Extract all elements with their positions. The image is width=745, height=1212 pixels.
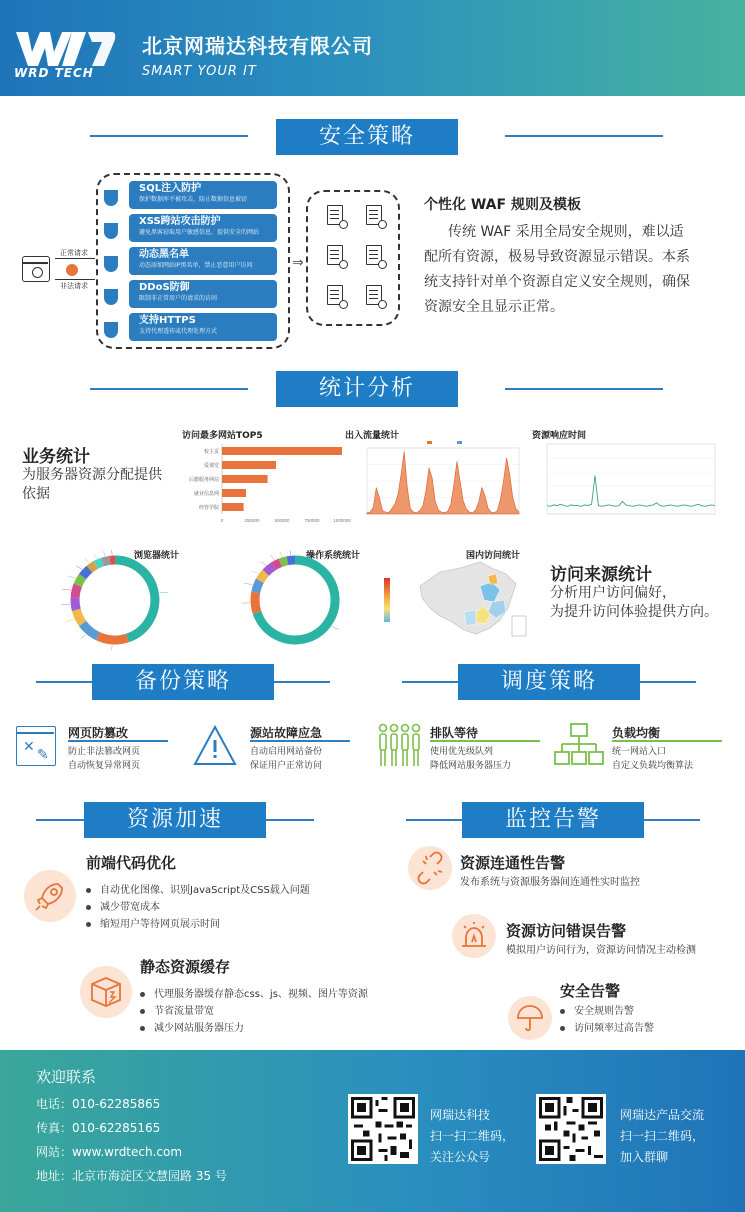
backup-failover-title: 源站故障应急	[250, 726, 323, 740]
qr2-label-1: 网瑞达产品交流	[620, 1108, 705, 1122]
sec-point: 安全规则告警	[560, 1003, 654, 1020]
normal-request-label: 正常请求	[60, 249, 88, 257]
phone: 电话：010-62285865	[36, 1097, 161, 1111]
backup-failover-line1: 自动启用网站备份	[250, 747, 323, 757]
error-alert-desc: 模拟用户访问行为，资源访问情况主动检测	[506, 945, 696, 956]
load-balance-icon	[554, 722, 604, 770]
shield-icon	[104, 322, 118, 338]
leader-line	[112, 550, 113, 555]
underline	[68, 740, 168, 742]
qr1-label-3: 关注公众号	[430, 1150, 491, 1164]
section-title-schedule: 调度策略	[458, 664, 640, 700]
waf-item-ddos: DDoS防御 限制非正常用户的请求的访问	[129, 280, 277, 308]
backup-tamper-line1: 防止非法篡改网页	[68, 747, 141, 757]
leader-line	[251, 571, 258, 574]
conn-alert-title: 资源连通性告警	[460, 854, 566, 872]
map-region	[464, 610, 476, 626]
slice	[90, 565, 96, 569]
leader-line	[280, 552, 283, 557]
legend-swatch	[427, 441, 432, 444]
tick-label: 后勤服务网站	[188, 477, 219, 483]
tamper-proof-icon: ✕ ✎	[16, 726, 56, 766]
shield-icon	[104, 190, 118, 206]
arrow-line	[55, 279, 95, 280]
leader-line	[159, 592, 168, 593]
logo-text: WRD TECH	[14, 66, 94, 80]
leader-line	[244, 583, 253, 585]
qr2-label-2: 扫一扫二维码，	[620, 1129, 705, 1143]
tick-label: 1000000	[333, 518, 351, 523]
globe-icon	[378, 260, 387, 269]
os-chart	[200, 545, 390, 645]
slice	[266, 566, 274, 572]
section-title-security: 安全策略	[276, 119, 458, 155]
tick-label: 就业信息网	[193, 491, 219, 497]
cache-point: 代理服务器缓存静态css、js、视频、图片等资源	[140, 986, 368, 1003]
browser-title: 浏览器统计	[134, 551, 180, 561]
divider-right	[640, 681, 696, 683]
bar	[222, 461, 276, 469]
divider-right	[644, 819, 700, 821]
tick-label: 500000	[274, 518, 290, 523]
divider-left	[90, 135, 248, 137]
divider-left	[406, 819, 462, 821]
error-alert-title: 资源访问错误告警	[506, 922, 627, 940]
leader-line	[62, 589, 71, 590]
tick-label: 爱课堂	[203, 463, 219, 469]
wrd-logo-icon	[12, 28, 116, 68]
section-title-accel: 资源加速	[84, 802, 266, 838]
link-broken-icon	[408, 846, 452, 890]
waf-text-line-2: 配所有资源，极易导致资源显示错误。本系	[424, 249, 690, 265]
slice	[83, 569, 90, 576]
qr2-label-3: 加入群聊	[620, 1150, 669, 1164]
section-title-monitor: 监控告警	[462, 802, 644, 838]
footer	[0, 1050, 745, 1212]
traffic-series	[367, 451, 519, 514]
schedule-lb-line2: 自定义负载均衡算法	[612, 761, 694, 771]
bar	[222, 503, 244, 511]
tick-label: 经管学院	[198, 505, 219, 511]
schedule-lb-title: 负载均衡	[612, 726, 661, 740]
shield-icon	[104, 223, 118, 239]
slogan: SMART YOUR IT	[142, 64, 257, 79]
fe-point: 缩短用户等待网页展示时间	[86, 916, 310, 933]
slice	[288, 560, 296, 561]
cache-points	[140, 986, 368, 1037]
leader-line	[76, 566, 83, 569]
waf-text-line-4: 资源安全且显示正常。	[424, 299, 564, 315]
fe-opt-title: 前端代码优化	[86, 854, 177, 872]
fe-point: 自动优化图像、识别JavaScript及CSS载入问题	[86, 882, 310, 899]
schedule-lb-line1: 统一网站入口	[612, 747, 667, 757]
divider-right	[274, 681, 330, 683]
globe-icon	[378, 300, 387, 309]
underline	[612, 740, 722, 742]
map-region	[488, 574, 498, 584]
globe-icon	[339, 260, 348, 269]
shield-icons	[104, 190, 120, 340]
backup-tamper-title: 网页防篡改	[68, 726, 129, 740]
source-stats-desc-1: 分析用户访问偏好，	[550, 585, 676, 601]
address: 地址：北京市海淀区文慧园路 35 号	[36, 1169, 227, 1183]
arrow-right-icon: ⇒	[292, 255, 304, 271]
illegal-request-label: 非法请求	[60, 282, 88, 290]
fax: 传真：010-62285165	[36, 1121, 161, 1135]
slice	[96, 562, 103, 565]
security-alert-title: 安全告警	[560, 982, 621, 1000]
biz-stats-desc-1: 为服务器资源分配提供	[22, 467, 162, 483]
leader-line	[331, 627, 338, 630]
slice	[260, 573, 266, 581]
divider-left	[36, 681, 92, 683]
map-legend-bar	[384, 578, 390, 622]
waf-heading: 个性化 WAF 规则及模板	[424, 197, 581, 213]
leader-line	[81, 635, 87, 639]
cache-title: 静态资源缓存	[140, 958, 231, 976]
divider-right	[505, 388, 663, 390]
china-title: 国内访问统计	[466, 551, 521, 561]
waf-text-line-1: 传统 WAF 采用全局安全规则，难以适	[448, 224, 684, 240]
tick-label: 250000	[244, 518, 260, 523]
waf-text-line-3: 统支持针对单个资源自定义安全规则，确保	[424, 274, 690, 290]
schedule-queue-title: 排队等待	[430, 726, 479, 740]
divider-right	[266, 819, 314, 821]
resp-series	[547, 476, 715, 507]
slice	[76, 610, 82, 624]
cache-point: 减少网站服务器压力	[140, 1020, 368, 1037]
umbrella-icon	[508, 996, 552, 1040]
fe-opt-points	[86, 882, 310, 933]
resp-title: 资源响应时间	[532, 431, 587, 441]
waf-item-blacklist: 动态黑名单 动态添加网站IP黑名单，禁止恶意用户访问	[129, 247, 277, 275]
cache-point: 节省流量带宽	[140, 1003, 368, 1020]
leader-line	[290, 550, 291, 555]
top5-chart	[180, 440, 351, 526]
backup-failover-line2: 保证用户正常访问	[250, 761, 323, 771]
block-icon	[66, 264, 78, 276]
tick-label: 750000	[304, 518, 320, 523]
biz-stats-title: 业务统计	[22, 447, 90, 467]
globe-icon	[339, 300, 348, 309]
tick-label: 校主页	[203, 449, 219, 455]
slice	[75, 585, 78, 597]
divider-left	[90, 388, 248, 390]
schedule-queue-line1: 使用优先级队列	[430, 747, 494, 757]
waf-item-sql: SQL注入防护 保护数据库不被攻击，防止数据信息被窃	[129, 181, 277, 209]
queue-people-icon	[376, 722, 422, 770]
slice	[280, 561, 287, 563]
leader-line	[271, 555, 275, 560]
alarm-icon	[452, 914, 496, 958]
warning-icon	[192, 724, 238, 768]
os-title: 操作系统统计	[306, 551, 361, 561]
leader-line	[85, 559, 90, 563]
sec-point: 访问频率过高告警	[560, 1020, 654, 1037]
slice	[75, 598, 76, 610]
bar	[222, 447, 342, 455]
traffic-title: 出入流量统计	[345, 431, 400, 441]
section-title-backup: 备份策略	[92, 664, 274, 700]
top5-title: 访问最多网站TOP5	[182, 431, 263, 441]
backup-tamper-line2: 自动恢复异常网页	[68, 761, 141, 771]
box-icon	[80, 966, 132, 1018]
browser-chart	[20, 545, 210, 645]
map-inset	[512, 616, 526, 636]
leader-line	[68, 576, 76, 578]
leader-line	[261, 562, 267, 566]
leader-line	[112, 645, 113, 650]
arrow-line	[55, 258, 95, 259]
qr-code-group	[536, 1094, 606, 1164]
legend-swatch	[457, 441, 462, 444]
plot-frame	[547, 444, 715, 514]
slice	[103, 560, 110, 562]
website[interactable]: 网站：www.wrdtech.com	[36, 1145, 183, 1159]
source-stats-desc-2: 为提升访问体验提供方向。	[550, 604, 718, 620]
divider-left	[36, 819, 84, 821]
bar	[222, 475, 268, 483]
slice	[78, 577, 83, 586]
divider-right	[505, 135, 663, 137]
qr1-label-1: 网瑞达科技	[430, 1108, 491, 1122]
slice	[83, 624, 98, 637]
schedule-queue-line2: 降低网站服务器压力	[430, 761, 512, 771]
conn-alert-desc: 发布系统与资源服务器间连通性实时监控	[460, 877, 640, 888]
tick-label: 0	[220, 518, 224, 523]
security-alert-points	[560, 1003, 654, 1037]
china-map	[380, 556, 540, 642]
globe-icon	[378, 220, 387, 229]
waf-item-https: 支持HTTPS 支持代理透传或代理处理方式	[129, 313, 277, 341]
bar	[222, 489, 246, 497]
source-stats-title: 访问来源统计	[550, 565, 652, 585]
underline	[430, 740, 540, 742]
slice	[256, 581, 260, 593]
header-banner	[0, 0, 745, 96]
divider-left	[402, 681, 458, 683]
underline	[250, 740, 350, 742]
leader-line	[66, 619, 74, 621]
leader-line	[94, 554, 98, 559]
rocket-icon	[24, 870, 76, 922]
company-name: 北京网瑞达科技有限公司	[142, 34, 373, 58]
resp-chart	[533, 440, 719, 524]
slice	[255, 593, 257, 613]
shield-icon	[104, 289, 118, 305]
globe-icon	[339, 220, 348, 229]
traffic-chart	[345, 440, 525, 524]
section-title-stats: 统计分析	[276, 371, 458, 407]
waf-item-xss: XSS跨站攻击防护 避免黑客窃取用户敏感信息，提供安全的网站	[129, 214, 277, 242]
qr-code-wechat	[348, 1094, 418, 1164]
browser-icon	[22, 256, 50, 282]
qr1-label-2: 扫一扫二维码，	[430, 1129, 515, 1143]
leader-line	[103, 551, 105, 556]
welcome-title: 欢迎联系	[36, 1068, 97, 1086]
slice	[274, 563, 281, 566]
slice	[115, 560, 155, 638]
leader-line	[61, 604, 70, 605]
fe-point: 减少带宽成本	[86, 899, 310, 916]
biz-stats-desc-2: 依据	[22, 486, 50, 502]
slice	[98, 636, 127, 640]
shield-icon	[104, 256, 118, 272]
